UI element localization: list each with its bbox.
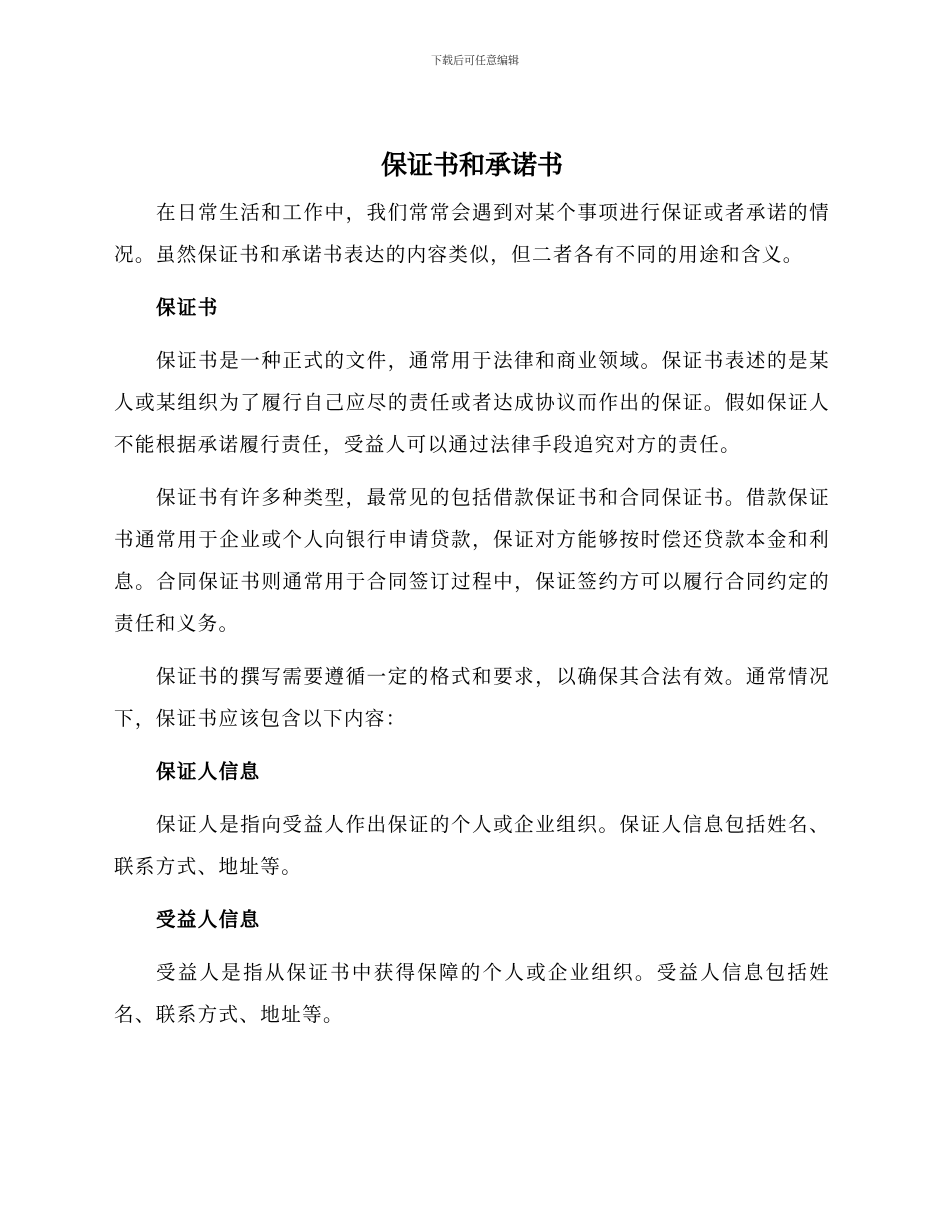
beneficiary-info-paragraph: 受益人是指从保证书中获得保障的个人或企业组织。受益人信息包括姓名、联系方式、地址等。	[114, 961, 830, 1026]
document-title: 保证书和承诺书	[380, 151, 563, 181]
section-heading-guarantor-info: 保证人信息	[156, 760, 261, 783]
guarantee-paragraph-2: 保证书有许多种类型，最常见的包括借款保证书和合同保证书。借款保证书通常用于企业或个人向银行申请贷款，保证对方能够按时偿还贷款本金和利息。合同保证书则通常用于合同签订过程中，保证签约方可以履行合同约定的责任和义务。	[114, 486, 830, 635]
section-heading-beneficiary-info: 受益人信息	[156, 908, 261, 931]
guarantee-paragraph-1: 保证书是一种正式的文件，通常用于法律和商业领域。保证书表述的是某人或某组织为了履行自己应尽的责任或者达成协议而作出的保证。假如保证人不能根据承诺履行责任，受益人可以通过法律手段追究对方的责任。	[114, 349, 830, 456]
document-body	[114, 146, 830, 1047]
guarantor-info-paragraph: 保证人是指向受益人作出保证的个人或企业组织。保证人信息包括姓名、联系方式、地址等。	[114, 813, 830, 878]
guarantee-paragraph-3: 保证书的撰写需要遵循一定的格式和要求，以确保其合法有效。通常情况下，保证书应该包含以下内容：	[114, 665, 830, 730]
page-header-note: 下载后可任意编辑	[431, 54, 519, 67]
intro-paragraph: 在日常生活和工作中，我们常常会遇到对某个事项进行保证或者承诺的情况。虽然保证书和承诺书表达的内容类似，但二者各有不同的用途和含义。	[114, 201, 830, 266]
section-heading-guarantee: 保证书	[156, 296, 219, 319]
